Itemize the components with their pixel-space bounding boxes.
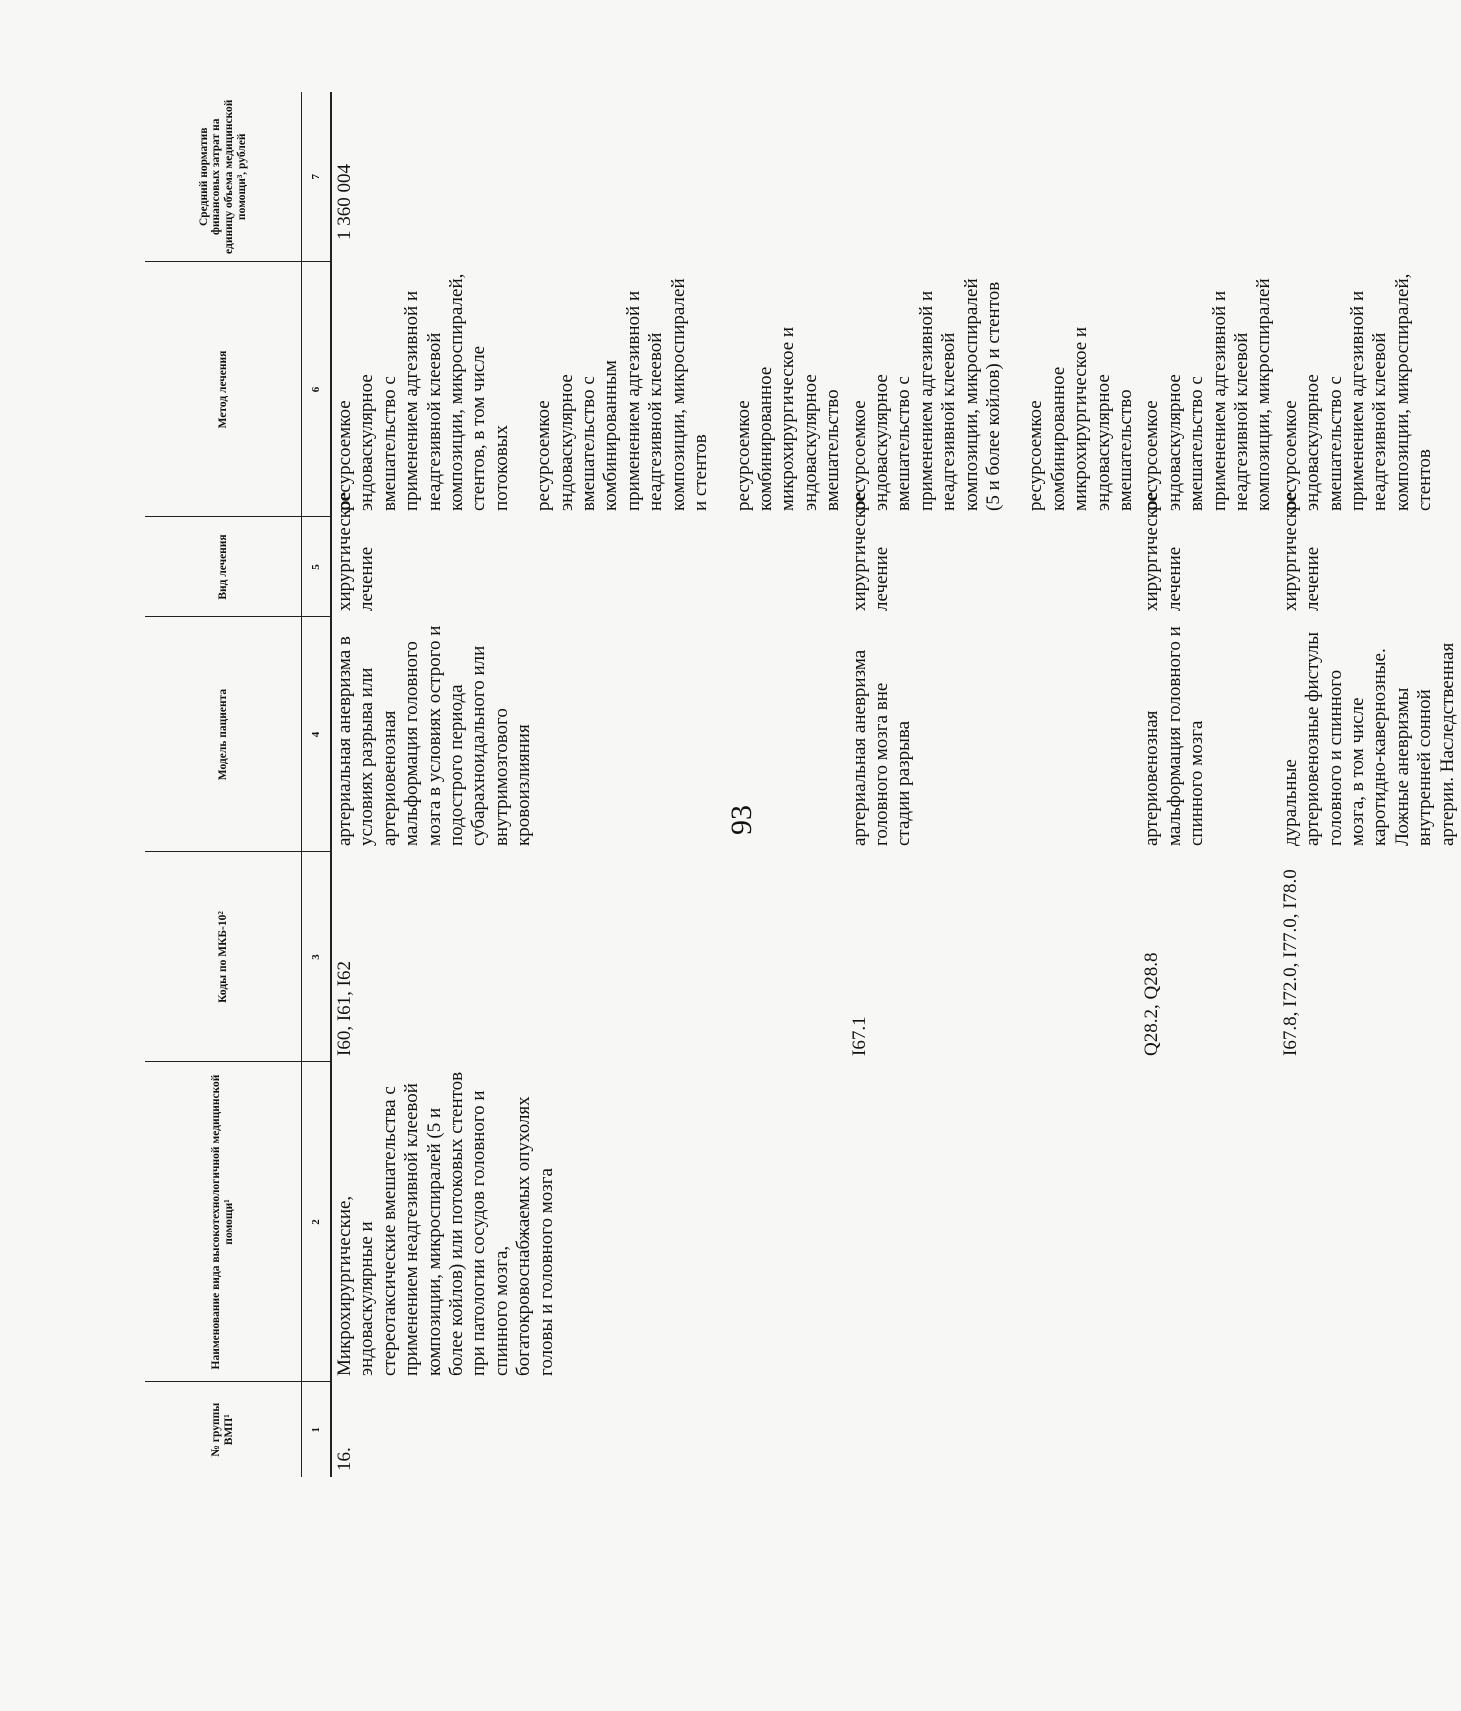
column-number: 3 [302, 852, 332, 1062]
icd-codes-cell: Q28.2, Q28.8 [1141, 952, 1163, 1056]
group-number-cell [1139, 1382, 1277, 1477]
header-type-name: Наименование вида высокотехнологичной медицинской помощи¹ [145, 1062, 302, 1382]
treatment-type-cell: хирургическое лечение [848, 491, 892, 611]
rotated-table-container [145, 92, 1458, 1477]
treatment-method: ресурсоемкое эндоваскулярное вмешательство с комбинированным применением адгезивной и неадгезивной клеевой композиции, микроспиралей и стентов [533, 278, 712, 511]
group-number-cell [1278, 1382, 1461, 1477]
icd-codes-cell: I60, I61, I62 [334, 961, 355, 1056]
treatment-type-cell: хирургическое лечение [334, 491, 378, 611]
group-number-cell [847, 1382, 1140, 1477]
patient-model-cell: артериальная аневризма в условиях разрыва или артериовенозная мальформация головного мозга в условиях острого и подострого периода субарахноидального или внутримозгового кровоизлияния [334, 625, 535, 846]
treatment-method: ресурсоемкое эндоваскулярное вмешательство с применением адгезивной и неадгезивной клеевой композиции, микроспиралей, стентов, в том числе потоковых [334, 273, 512, 511]
header-group-number: № группы ВМП¹ [145, 1382, 302, 1477]
cost-cell [847, 92, 1140, 262]
header-patient-model: Модель пациента [145, 617, 302, 852]
header-cost-standard: Средний норматив финансовых затрат на единицу объема медицинской помощи³, рублей [145, 92, 302, 262]
treatment-method: ресурсоемкое комбинированное микрохирургическое и эндоваскулярное вмешательство [1025, 326, 1136, 511]
treatment-method: ресурсоемкое комбинированное микрохирургическое и эндоваскулярное вмешательство [732, 326, 844, 511]
column-number: 1 [302, 1382, 332, 1477]
patient-model-cell: артериальная аневризма головного мозга вне стадии разрыва [848, 649, 915, 846]
column-number: 2 [302, 1062, 332, 1382]
treatment-method: ресурсоемкое эндоваскулярное вмешательство с применением адгезивной и неадгезивной клеевой композиции, микроспиралей (5 и более койлов) и стентов [848, 278, 1004, 511]
table-row [331, 92, 847, 1477]
header-treatment-method: Метод лечения [145, 262, 302, 517]
treatment-method-cell [847, 262, 1140, 517]
patient-model-cell: артериовенозная мальформация головного и спинного мозга [1141, 626, 1208, 846]
cost-cell [1139, 92, 1277, 262]
type-name-cell [1278, 1062, 1461, 1382]
column-number: 5 [302, 517, 332, 617]
treatment-type-cell: хирургическое лечение [1141, 491, 1185, 611]
cost-cell: 1 360 004 [334, 164, 355, 240]
treatment-method: ресурсоемкое эндоваскулярное вмешательство с применением адгезивной и неадгезивной клеевой композиции, микроспиралей, стентов [1279, 273, 1436, 511]
type-name-cell [1139, 1062, 1277, 1382]
treatment-method-cell [331, 262, 847, 517]
treatment-method-cell [1139, 262, 1277, 517]
patient-model-cell: дуральные артериовенозные фистулы головного и спинного мозга, в том числе каротидно-кавернозные. Ложные аневризмы внутренней сонной артерии. Наследственная [1279, 631, 1458, 846]
column-number-row [302, 92, 332, 1477]
column-number: 7 [302, 92, 332, 262]
icd-codes-cell: I67.1 [848, 1016, 870, 1056]
cost-cell [1278, 92, 1461, 262]
table-row [847, 92, 1140, 1477]
icd-codes-cell: I67.8, I72.0, I77.0, I78.0 [1279, 869, 1301, 1056]
treatment-type-cell: хирургическое лечение [1279, 491, 1324, 611]
vmp-table [145, 92, 1461, 1477]
table-row [1139, 92, 1277, 1477]
group-number-cell: 16. [334, 1447, 355, 1471]
header-treatment-type: Вид лечения [145, 517, 302, 617]
type-name-cell: Микрохирургические, эндоваскулярные и стереотаксические вмешательства с применением неадгезивной клеевой композиции, микроспиралей (5 и более койлов) или потоковых стентов при патологии сосудов головного и спинного мозга, богатокровоснабжаемых опухолях головы и головного мозга [334, 1071, 557, 1376]
page-number: 93 [725, 805, 758, 835]
table-row [1278, 92, 1461, 1477]
header-icd-codes: Коды по МКБ-10² [145, 852, 302, 1062]
treatment-method: ресурсоемкое эндоваскулярное вмешательство с применением адгезивной и неадгезивной клеевой композиции, микроспиралей [1141, 278, 1275, 511]
treatment-method-cell [1278, 262, 1461, 517]
column-number: 4 [302, 617, 332, 852]
header-row [145, 92, 302, 1477]
type-name-cell [847, 1062, 1140, 1382]
column-number: 6 [302, 262, 332, 517]
